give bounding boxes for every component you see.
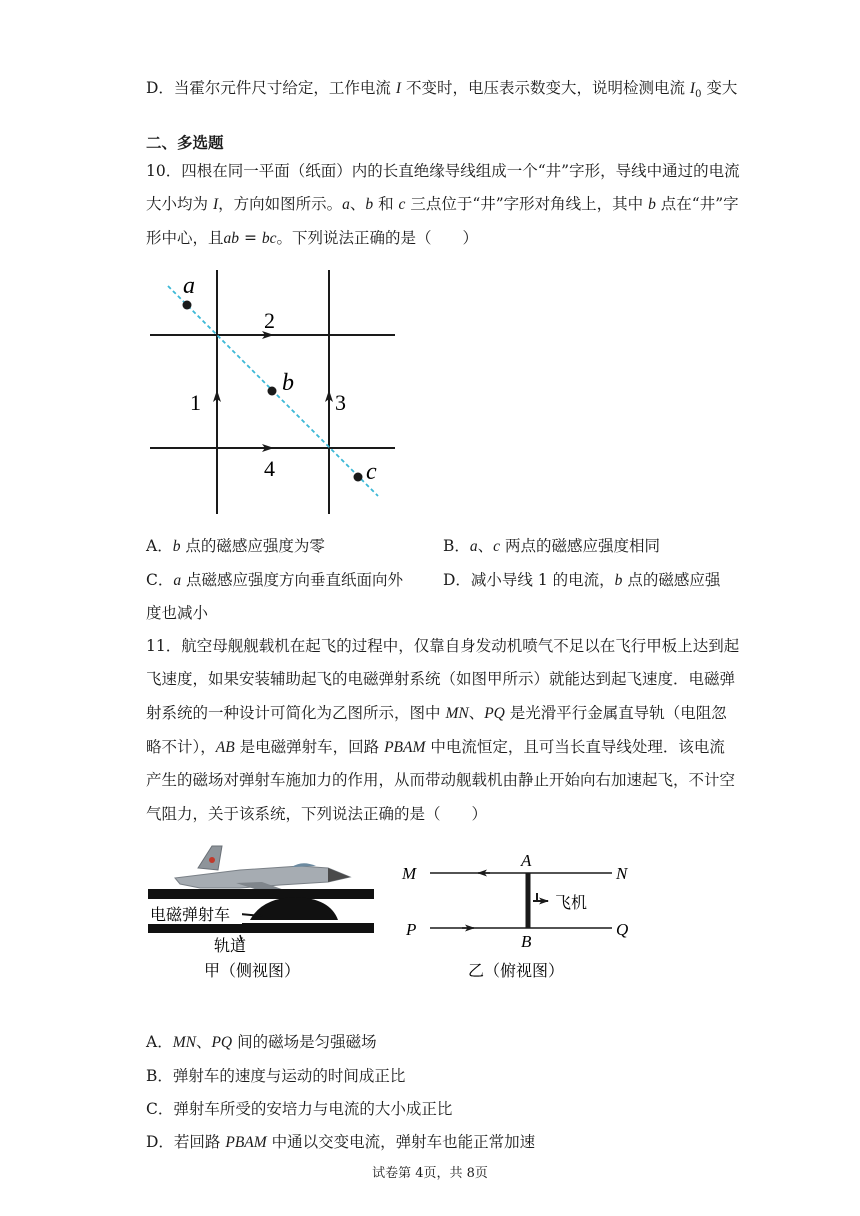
label-catapult-car: 电磁弹射车	[150, 907, 231, 924]
label-N: N	[616, 864, 628, 883]
q10-option-a: A．b 点的磁感应强度为零	[146, 537, 325, 555]
q10-stem-line2: 大小均为 I，方向如图所示。a、b 和 c 三点位于“井”字形对角线上，其中 b 点在“井”字	[146, 195, 739, 213]
q11-stem-line5: 产生的磁场对弹射车施加力的作用，从而带动舰载机由静止开始向右加速起飞，不计空	[146, 771, 736, 789]
label-plane: 飞机	[555, 895, 588, 912]
label-Q: Q	[616, 920, 629, 939]
jet-icon	[175, 846, 350, 894]
q11-stem-line6: 气阻力，关于该系统，下列说法正确的是（ ）	[146, 805, 488, 823]
q11-option-b: B．弹射车的速度与运动的时间成正比	[146, 1067, 406, 1085]
label-wire-3: 3	[335, 390, 346, 415]
q11-stem-line3: 射系统的一种设计可简化为乙图所示，图中 MN、PQ 是光滑平行金属直导轨（电阻忽	[146, 704, 727, 722]
caption-yi: 乙（俯视图）	[468, 963, 565, 980]
q10-stem-line3: 形中心，且ab = bc。下列说法正确的是（ ）	[146, 229, 479, 247]
q11-stem-line4: 略不计），AB 是电磁弹射车，回路 PBAM 中电流恒定，且可当长直导线处理．该电流	[146, 738, 725, 756]
track-upper-rail	[148, 889, 374, 899]
label-M: M	[402, 864, 417, 883]
q10-option-b: B．a、c 两点的磁感应强度相同	[443, 537, 660, 555]
label-A: A	[521, 851, 532, 870]
label-wire-4: 4	[264, 456, 275, 481]
q11-stem-line1: 11．航空母舰舰载机在起飞的过程中，仅靠自身发动机喷气不足以在飞行甲板上达到起	[146, 637, 740, 655]
section-heading: 二、多选题	[146, 133, 224, 152]
label-wire-2: 2	[264, 308, 275, 333]
catapult-car-shape	[250, 897, 338, 920]
q10-option-d: D．减小导线 1 的电流，b 点的磁感应强	[443, 571, 721, 589]
label-B: B	[521, 932, 532, 951]
label-P: P	[406, 920, 417, 939]
label-c: c	[366, 459, 377, 485]
label-a: a	[183, 273, 195, 299]
q11-stem-line2: 飞速度，如果安装辅助起飞的电磁弹射系统（如图甲所示）就能达到起飞速度．电磁弹	[146, 670, 736, 688]
caption-jia: 甲（侧视图）	[204, 963, 301, 980]
q10-stem-line1: 10．四根在同一平面（纸面）内的长直绝缘导线组成一个“井”字形，导线中通过的电流	[146, 162, 740, 180]
q10-option-c: C．a 点磁感应强度方向垂直纸面向外	[146, 571, 404, 589]
q10-option-d-continued: 度也减小	[146, 604, 209, 622]
page-footer: 试卷第 4页，共 8页	[372, 1166, 488, 1181]
q11-option-a: A．MN、PQ 间的磁场是匀强磁场	[146, 1033, 377, 1051]
label-track: 轨道	[214, 938, 247, 955]
q11-option-c: C．弹射车所受的安培力与电流的大小成正比	[146, 1100, 453, 1118]
q11-option-d: D．若回路 PBAM 中通以交变电流，弹射车也能正常加速	[146, 1133, 536, 1151]
label-b: b	[282, 370, 294, 396]
q9-option-d: D．当霍尔元件尺寸给定，工作电流 I 不变时，电压表示数变大，说明检测电流 $I_0$ 变大	[146, 79, 738, 101]
label-wire-1: 1	[190, 390, 201, 415]
track-lower-rail	[148, 923, 374, 933]
